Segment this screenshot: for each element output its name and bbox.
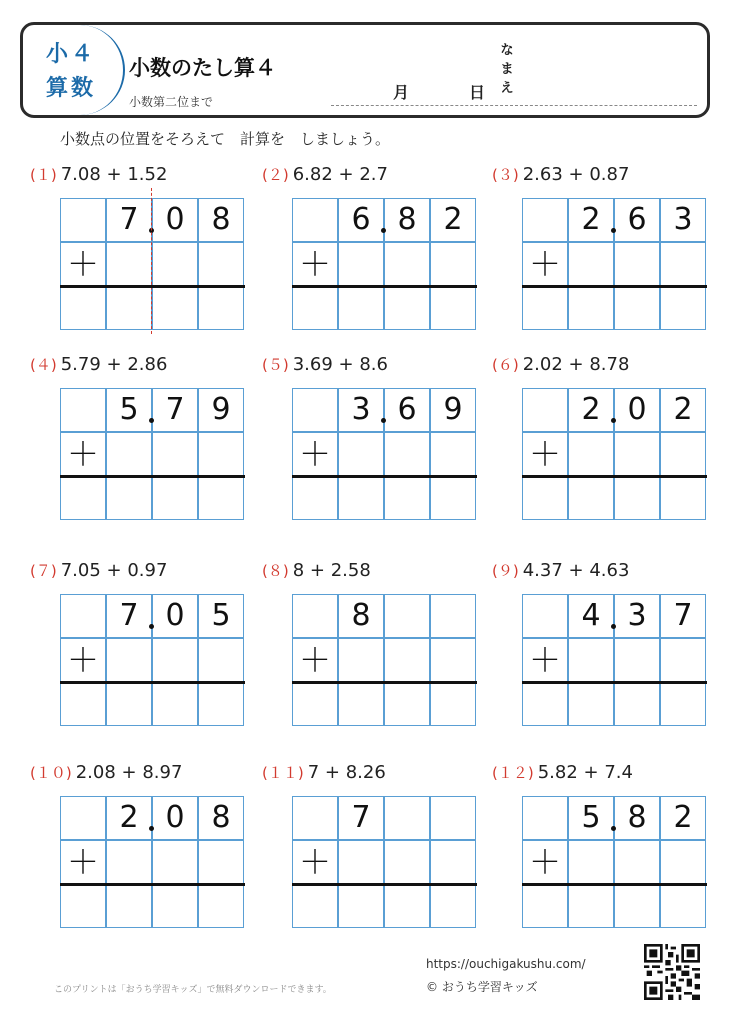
answer-grid (60, 796, 245, 929)
grid-cell[interactable] (292, 884, 338, 928)
decimal-point (149, 826, 154, 831)
grid-cell[interactable] (152, 682, 198, 726)
problem-4 (30, 354, 260, 544)
grid-cell[interactable] (60, 594, 106, 638)
grid-cell[interactable] (338, 242, 384, 286)
top-digit: 2 (673, 800, 693, 835)
problem-8 (262, 560, 492, 750)
top-digit: 0 (165, 800, 185, 835)
grid-cell[interactable] (614, 432, 660, 476)
grid-cell[interactable] (430, 594, 476, 638)
answer-grid (292, 198, 477, 331)
grid-cell[interactable] (198, 476, 244, 520)
grid-cell[interactable] (152, 286, 198, 330)
grid-cell[interactable] (660, 242, 706, 286)
grid-cell[interactable] (660, 286, 706, 330)
decimal-guide-line (151, 188, 152, 334)
grid-cell[interactable] (522, 286, 568, 330)
problem-expression: 7.08 + 1.52 (60, 164, 168, 185)
problem-heading (30, 354, 167, 375)
grid-cell[interactable] (614, 638, 660, 682)
problem-expression: 4.37 + 4.63 (522, 560, 630, 581)
grid-cell[interactable] (292, 594, 338, 638)
grid-cell[interactable] (106, 840, 152, 884)
top-digit: 7 (673, 598, 693, 633)
top-digit: 5 (581, 800, 601, 835)
top-digit: 7 (119, 202, 139, 237)
top-digit: 8 (211, 800, 231, 835)
answer-grid (292, 796, 477, 929)
instruction-text: 小数点の位置をそろえて 計算を しましょう。 (60, 130, 391, 148)
grid-cell[interactable] (384, 884, 430, 928)
grid-cell[interactable] (522, 796, 568, 840)
grid-cell[interactable] (660, 840, 706, 884)
grid-cell[interactable] (384, 638, 430, 682)
grid-cell[interactable] (338, 682, 384, 726)
grid-cell[interactable] (568, 638, 614, 682)
grid-cell[interactable] (614, 682, 660, 726)
footer-url[interactable]: https://ouchigakushu.com/ (426, 957, 586, 971)
grid-cell[interactable] (152, 476, 198, 520)
grid-cell[interactable] (106, 638, 152, 682)
problem-expression: 2.63 + 0.87 (522, 164, 630, 185)
grid-cell[interactable] (660, 682, 706, 726)
grid-cell[interactable] (106, 682, 152, 726)
top-digit: 2 (443, 202, 463, 237)
grid-cell[interactable] (106, 884, 152, 928)
grid-cell[interactable] (198, 242, 244, 286)
grid-cell[interactable] (338, 638, 384, 682)
grid-cell[interactable] (614, 840, 660, 884)
top-digit: 4 (581, 598, 601, 633)
problem-expression: 5.79 + 2.86 (60, 354, 168, 375)
decimal-point (149, 418, 154, 423)
plus-sign: ＋ (66, 435, 99, 473)
sum-line (292, 285, 477, 288)
grid-cell[interactable] (430, 682, 476, 726)
grid-cell[interactable] (522, 476, 568, 520)
sum-line (522, 883, 707, 886)
problem-expression: 2.08 + 8.97 (75, 762, 183, 783)
grid-cell[interactable] (152, 638, 198, 682)
answer-grid (522, 388, 707, 521)
problem-6 (492, 354, 722, 544)
problem-number: (３) (492, 166, 519, 184)
top-digit: 6 (397, 392, 417, 427)
problem-heading (30, 762, 182, 783)
problem-number: (１) (30, 166, 57, 184)
grid-cell[interactable] (522, 198, 568, 242)
problem-number: (７) (30, 562, 57, 580)
plus-sign: ＋ (66, 843, 99, 881)
problem-7 (30, 560, 260, 750)
decimal-point (611, 228, 616, 233)
grid-cell[interactable] (292, 476, 338, 520)
problem-number: (１０) (30, 764, 72, 782)
problem-9 (492, 560, 722, 750)
top-digit: 0 (165, 598, 185, 633)
grid-cell[interactable] (198, 432, 244, 476)
grid-cell[interactable] (384, 682, 430, 726)
plus-sign: ＋ (528, 641, 561, 679)
grid-cell[interactable] (338, 286, 384, 330)
grid-cell[interactable] (338, 884, 384, 928)
answer-grid (292, 388, 477, 521)
top-digit: 2 (119, 800, 139, 835)
qr-code-icon (644, 944, 700, 1000)
top-digit: 3 (627, 598, 647, 633)
problem-heading (492, 354, 629, 375)
problem-heading (30, 164, 167, 185)
grid-cell[interactable] (60, 286, 106, 330)
sum-line (522, 681, 707, 684)
problem-12 (492, 762, 722, 952)
problem-2 (262, 164, 492, 354)
grid-cell[interactable] (292, 682, 338, 726)
problem-heading (492, 164, 629, 185)
grid-cell[interactable] (430, 884, 476, 928)
grid-cell[interactable] (152, 432, 198, 476)
problem-number: (４) (30, 356, 57, 374)
top-digit: 8 (351, 598, 371, 633)
grid-cell[interactable] (338, 840, 384, 884)
answer-grid (60, 594, 245, 727)
grid-cell[interactable] (198, 884, 244, 928)
grid-cell[interactable] (198, 840, 244, 884)
problem-number: (６) (492, 356, 519, 374)
grid-cell[interactable] (338, 476, 384, 520)
name-write-line (331, 105, 697, 106)
answer-grid (60, 388, 245, 521)
answer-grid (60, 198, 245, 331)
grid-cell[interactable] (522, 594, 568, 638)
answer-grid (522, 594, 707, 727)
top-digit: 2 (581, 392, 601, 427)
grade-label: 小４ (45, 42, 96, 67)
grid-cell[interactable] (660, 432, 706, 476)
grid-cell[interactable] (292, 198, 338, 242)
grid-cell[interactable] (568, 840, 614, 884)
problem-5 (262, 354, 492, 544)
day-label: 日 (469, 83, 486, 102)
grid-cell[interactable] (106, 286, 152, 330)
grid-cell[interactable] (660, 638, 706, 682)
grid-cell[interactable] (384, 432, 430, 476)
grid-cell[interactable] (614, 286, 660, 330)
problem-expression: 3.69 + 8.6 (292, 354, 388, 375)
grid-cell[interactable] (568, 242, 614, 286)
sum-line (292, 475, 477, 478)
grid-cell[interactable] (614, 242, 660, 286)
plus-sign: ＋ (528, 843, 561, 881)
sum-line (522, 475, 707, 478)
grid-cell[interactable] (198, 638, 244, 682)
grid-cell[interactable] (430, 840, 476, 884)
sum-line (60, 475, 245, 478)
grid-cell[interactable] (384, 840, 430, 884)
grid-cell[interactable] (384, 796, 430, 840)
grid-cell[interactable] (568, 286, 614, 330)
grid-cell[interactable] (60, 198, 106, 242)
grid-cell[interactable] (522, 884, 568, 928)
problem-3 (492, 164, 722, 354)
top-digit: 2 (673, 392, 693, 427)
grid-cell[interactable] (384, 594, 430, 638)
grid-cell[interactable] (614, 884, 660, 928)
problem-heading (492, 560, 629, 581)
answer-grid (522, 796, 707, 929)
decimal-point (611, 418, 616, 423)
grid-cell[interactable] (430, 242, 476, 286)
sum-line (60, 285, 245, 288)
plus-sign: ＋ (298, 245, 331, 283)
problem-expression: 7.05 + 0.97 (60, 560, 168, 581)
top-digit: 3 (351, 392, 371, 427)
problem-1 (30, 164, 260, 354)
answer-grid (522, 198, 707, 331)
subject-label: 算数 (45, 76, 96, 101)
top-digit: 7 (119, 598, 139, 633)
top-digit: 2 (581, 202, 601, 237)
worksheet-subtitle: 小数第二位まで (129, 95, 214, 109)
top-digit: 8 (211, 202, 231, 237)
grid-cell[interactable] (384, 476, 430, 520)
grid-cell[interactable] (522, 388, 568, 432)
grid-cell[interactable] (568, 884, 614, 928)
problem-11 (262, 762, 492, 952)
grid-cell[interactable] (198, 682, 244, 726)
grid-cell[interactable] (568, 432, 614, 476)
grid-cell[interactable] (152, 884, 198, 928)
problem-number: (９) (492, 562, 519, 580)
problem-number: (５) (262, 356, 289, 374)
grid-cell[interactable] (660, 884, 706, 928)
decimal-point (611, 624, 616, 629)
grid-cell[interactable] (384, 286, 430, 330)
grid-cell[interactable] (60, 884, 106, 928)
problem-number: (８) (262, 562, 289, 580)
top-digit: 9 (443, 392, 463, 427)
grid-cell[interactable] (568, 476, 614, 520)
grid-cell[interactable] (430, 796, 476, 840)
grid-cell[interactable] (198, 286, 244, 330)
grid-cell[interactable] (60, 682, 106, 726)
grid-cell[interactable] (152, 840, 198, 884)
problem-heading (262, 354, 388, 375)
problem-heading (262, 762, 386, 783)
sum-line (60, 883, 245, 886)
answer-grid (292, 594, 477, 727)
decimal-point (381, 418, 386, 423)
worksheet-header (20, 22, 710, 118)
grid-cell[interactable] (106, 242, 152, 286)
decimal-point (149, 624, 154, 629)
top-digit: 9 (211, 392, 231, 427)
sum-line (522, 285, 707, 288)
top-digit: 0 (165, 202, 185, 237)
grid-cell[interactable] (430, 638, 476, 682)
name-label: なまえ (500, 43, 514, 96)
problem-number: (１１) (262, 764, 304, 782)
top-digit: 6 (627, 202, 647, 237)
grid-cell[interactable] (60, 476, 106, 520)
plus-sign: ＋ (298, 843, 331, 881)
grid-cell[interactable] (292, 388, 338, 432)
problem-expression: 2.02 + 8.78 (522, 354, 630, 375)
sum-line (292, 883, 477, 886)
grid-cell[interactable] (106, 476, 152, 520)
grid-cell[interactable] (522, 682, 568, 726)
problem-10 (30, 762, 260, 952)
grid-cell[interactable] (106, 432, 152, 476)
plus-sign: ＋ (66, 641, 99, 679)
plus-sign: ＋ (298, 641, 331, 679)
problem-heading (262, 560, 371, 581)
problem-expression: 6.82 + 2.7 (292, 164, 388, 185)
footer-copyright: © おうち学習キッズ (426, 980, 538, 994)
grid-cell[interactable] (152, 242, 198, 286)
grid-cell[interactable] (60, 388, 106, 432)
plus-sign: ＋ (528, 245, 561, 283)
grade-badge (23, 25, 125, 115)
decimal-point (611, 826, 616, 831)
grid-cell[interactable] (60, 796, 106, 840)
top-digit: 6 (351, 202, 371, 237)
grid-cell[interactable] (292, 796, 338, 840)
month-label: 月 (393, 83, 410, 102)
grid-cell[interactable] (292, 286, 338, 330)
grid-cell[interactable] (430, 476, 476, 520)
top-digit: 8 (397, 202, 417, 237)
problem-expression: 8 + 2.58 (292, 560, 371, 581)
problem-heading (30, 560, 167, 581)
worksheet-title: 小数のたし算４ (129, 56, 276, 80)
decimal-point (381, 228, 386, 233)
problem-number: (２) (262, 166, 289, 184)
plus-sign: ＋ (66, 245, 99, 283)
top-digit: 8 (627, 800, 647, 835)
top-digit: 7 (351, 800, 371, 835)
grid-cell[interactable] (338, 432, 384, 476)
sum-line (292, 681, 477, 684)
top-digit: 0 (627, 392, 647, 427)
footer-note: このプリントは「おうち学習キッズ」で無料ダウンロードできます。 (54, 985, 332, 995)
problem-expression: 5.82 + 7.4 (537, 762, 633, 783)
problem-expression: 7 + 8.26 (307, 762, 386, 783)
top-digit: 5 (211, 598, 231, 633)
grid-cell[interactable] (430, 286, 476, 330)
grid-cell[interactable] (384, 242, 430, 286)
grid-cell[interactable] (568, 682, 614, 726)
top-digit: 3 (673, 202, 693, 237)
plus-sign: ＋ (528, 435, 561, 473)
problem-heading (262, 164, 388, 185)
problem-heading (492, 762, 633, 783)
grid-cell[interactable] (614, 476, 660, 520)
grid-cell[interactable] (660, 476, 706, 520)
top-digit: 5 (119, 392, 139, 427)
sum-line (60, 681, 245, 684)
top-digit: 7 (165, 392, 185, 427)
grid-cell[interactable] (430, 432, 476, 476)
problem-number: (１２) (492, 764, 534, 782)
plus-sign: ＋ (298, 435, 331, 473)
